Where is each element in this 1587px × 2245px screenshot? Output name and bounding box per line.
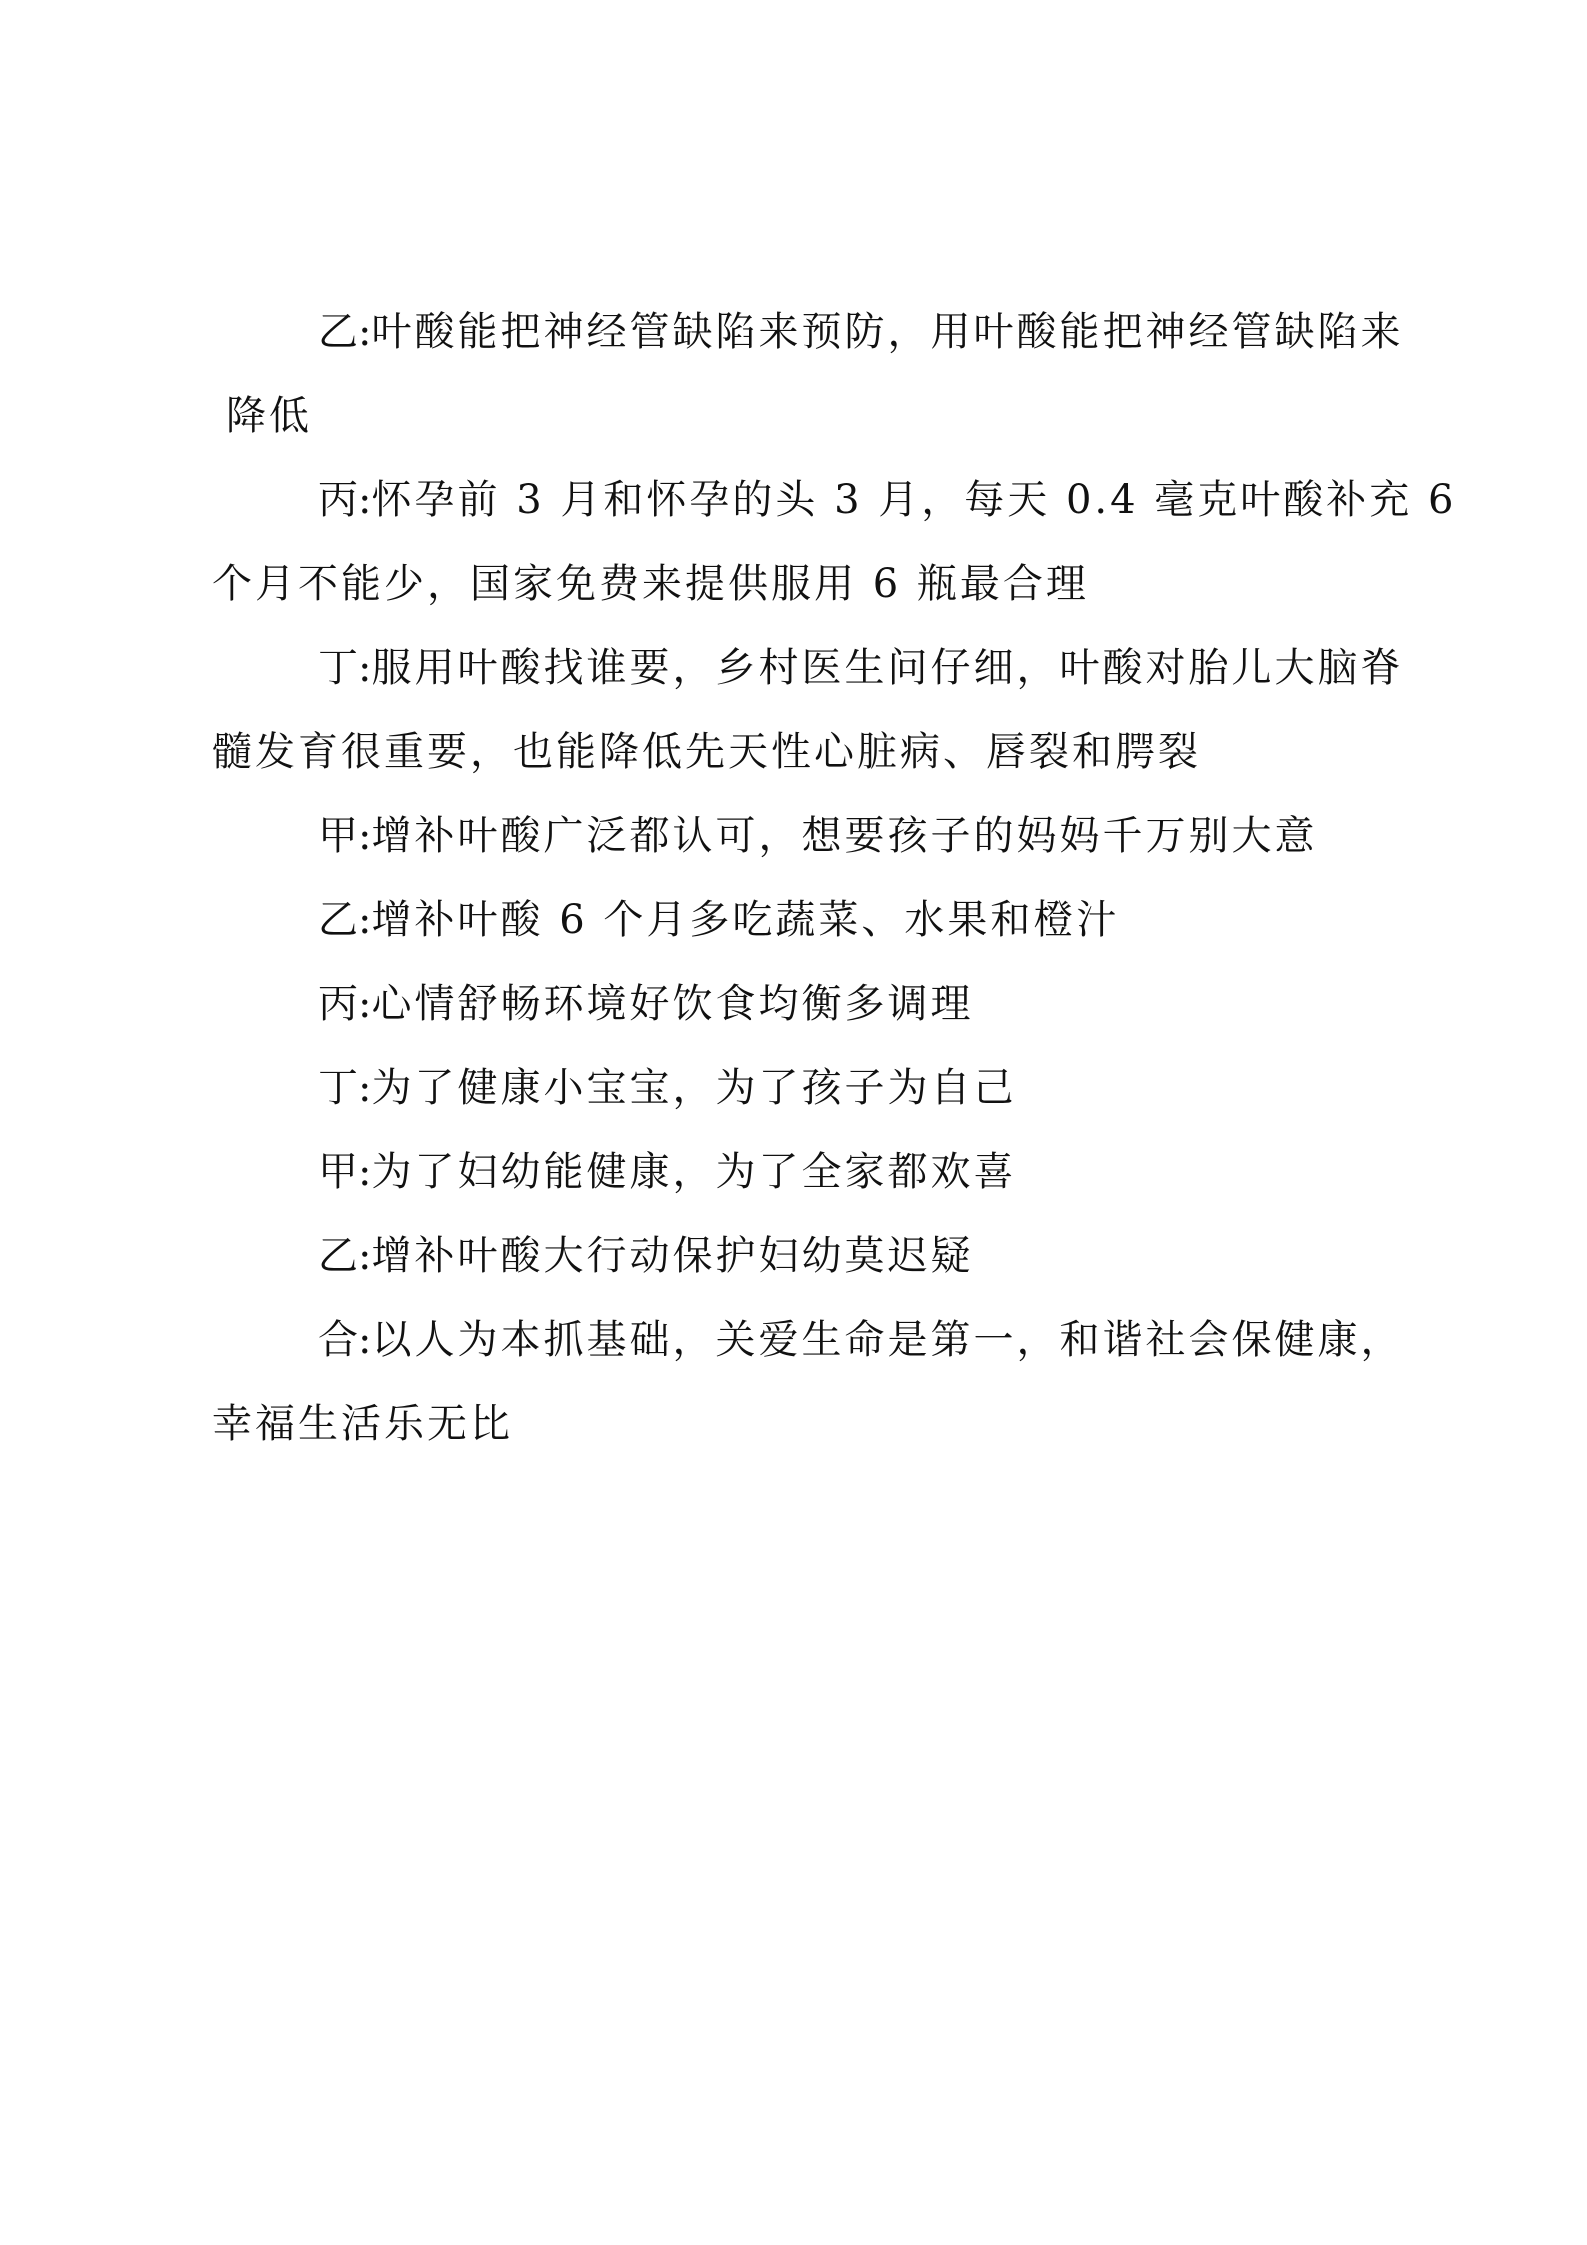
verse-text: 增补叶酸大行动保护妇幼莫迟疑 <box>371 1233 974 1279</box>
verse-text: 以人为本抓基础，关爱生命是第一，和谐社会保健康， <box>371 1317 1404 1363</box>
verse-line <box>318 644 1403 692</box>
verse-line <box>212 1400 513 1448</box>
verse-line <box>318 476 1456 524</box>
speaker-label: 丙: <box>318 477 372 523</box>
verse-line <box>318 896 1119 944</box>
verse-text: 幸福生活乐无比 <box>212 1401 513 1447</box>
verse-text: 个月不能少，国家免费来提供服用 6 瓶最合理 <box>212 561 1089 607</box>
verse-line <box>226 392 312 440</box>
verse-text: 增补叶酸广泛都认可，想要孩子的妈妈千万别大意 <box>371 813 1318 859</box>
speaker-label: 甲: <box>318 1149 372 1195</box>
verse-text: 增补叶酸 6 个月多吃蔬菜、水果和橙汁 <box>371 897 1120 943</box>
verse-line <box>318 1316 1403 1364</box>
speaker-label: 丁: <box>318 645 372 691</box>
speaker-label: 合: <box>318 1317 372 1363</box>
verse-text: 怀孕前 3 月和怀孕的头 3 月，每天 0.4 毫克叶酸补充 6 <box>371 477 1457 523</box>
verse-text: 为了妇幼能健康，为了全家都欢喜 <box>371 1149 1017 1195</box>
verse-line <box>212 560 1089 608</box>
speaker-label: 乙: <box>318 1233 372 1279</box>
verse-text: 心情舒畅环境好饮食均衡多调理 <box>371 981 974 1027</box>
verse-text: 服用叶酸找谁要，乡村医生问仔细，叶酸对胎儿大脑脊 <box>371 645 1404 691</box>
verse-text: 降低 <box>226 393 312 439</box>
verse-line <box>318 812 1317 860</box>
verse-line <box>318 308 1403 356</box>
speaker-label: 丙: <box>318 981 372 1027</box>
verse-line <box>318 980 973 1028</box>
verse-text: 髓发育很重要，也能降低先天性心脏病、唇裂和腭裂 <box>212 729 1201 775</box>
verse-line <box>318 1232 973 1280</box>
speaker-label: 丁: <box>318 1065 372 1111</box>
verse-text: 叶酸能把神经管缺陷来预防，用叶酸能把神经管缺陷来 <box>371 309 1404 355</box>
speaker-label: 甲: <box>318 813 372 859</box>
speaker-label: 乙: <box>318 897 372 943</box>
verse-text: 为了健康小宝宝，为了孩子为自己 <box>371 1065 1017 1111</box>
verse-line <box>318 1148 1016 1196</box>
speaker-label: 乙: <box>318 309 372 355</box>
verse-line <box>318 1064 1016 1112</box>
verse-line <box>212 728 1201 776</box>
